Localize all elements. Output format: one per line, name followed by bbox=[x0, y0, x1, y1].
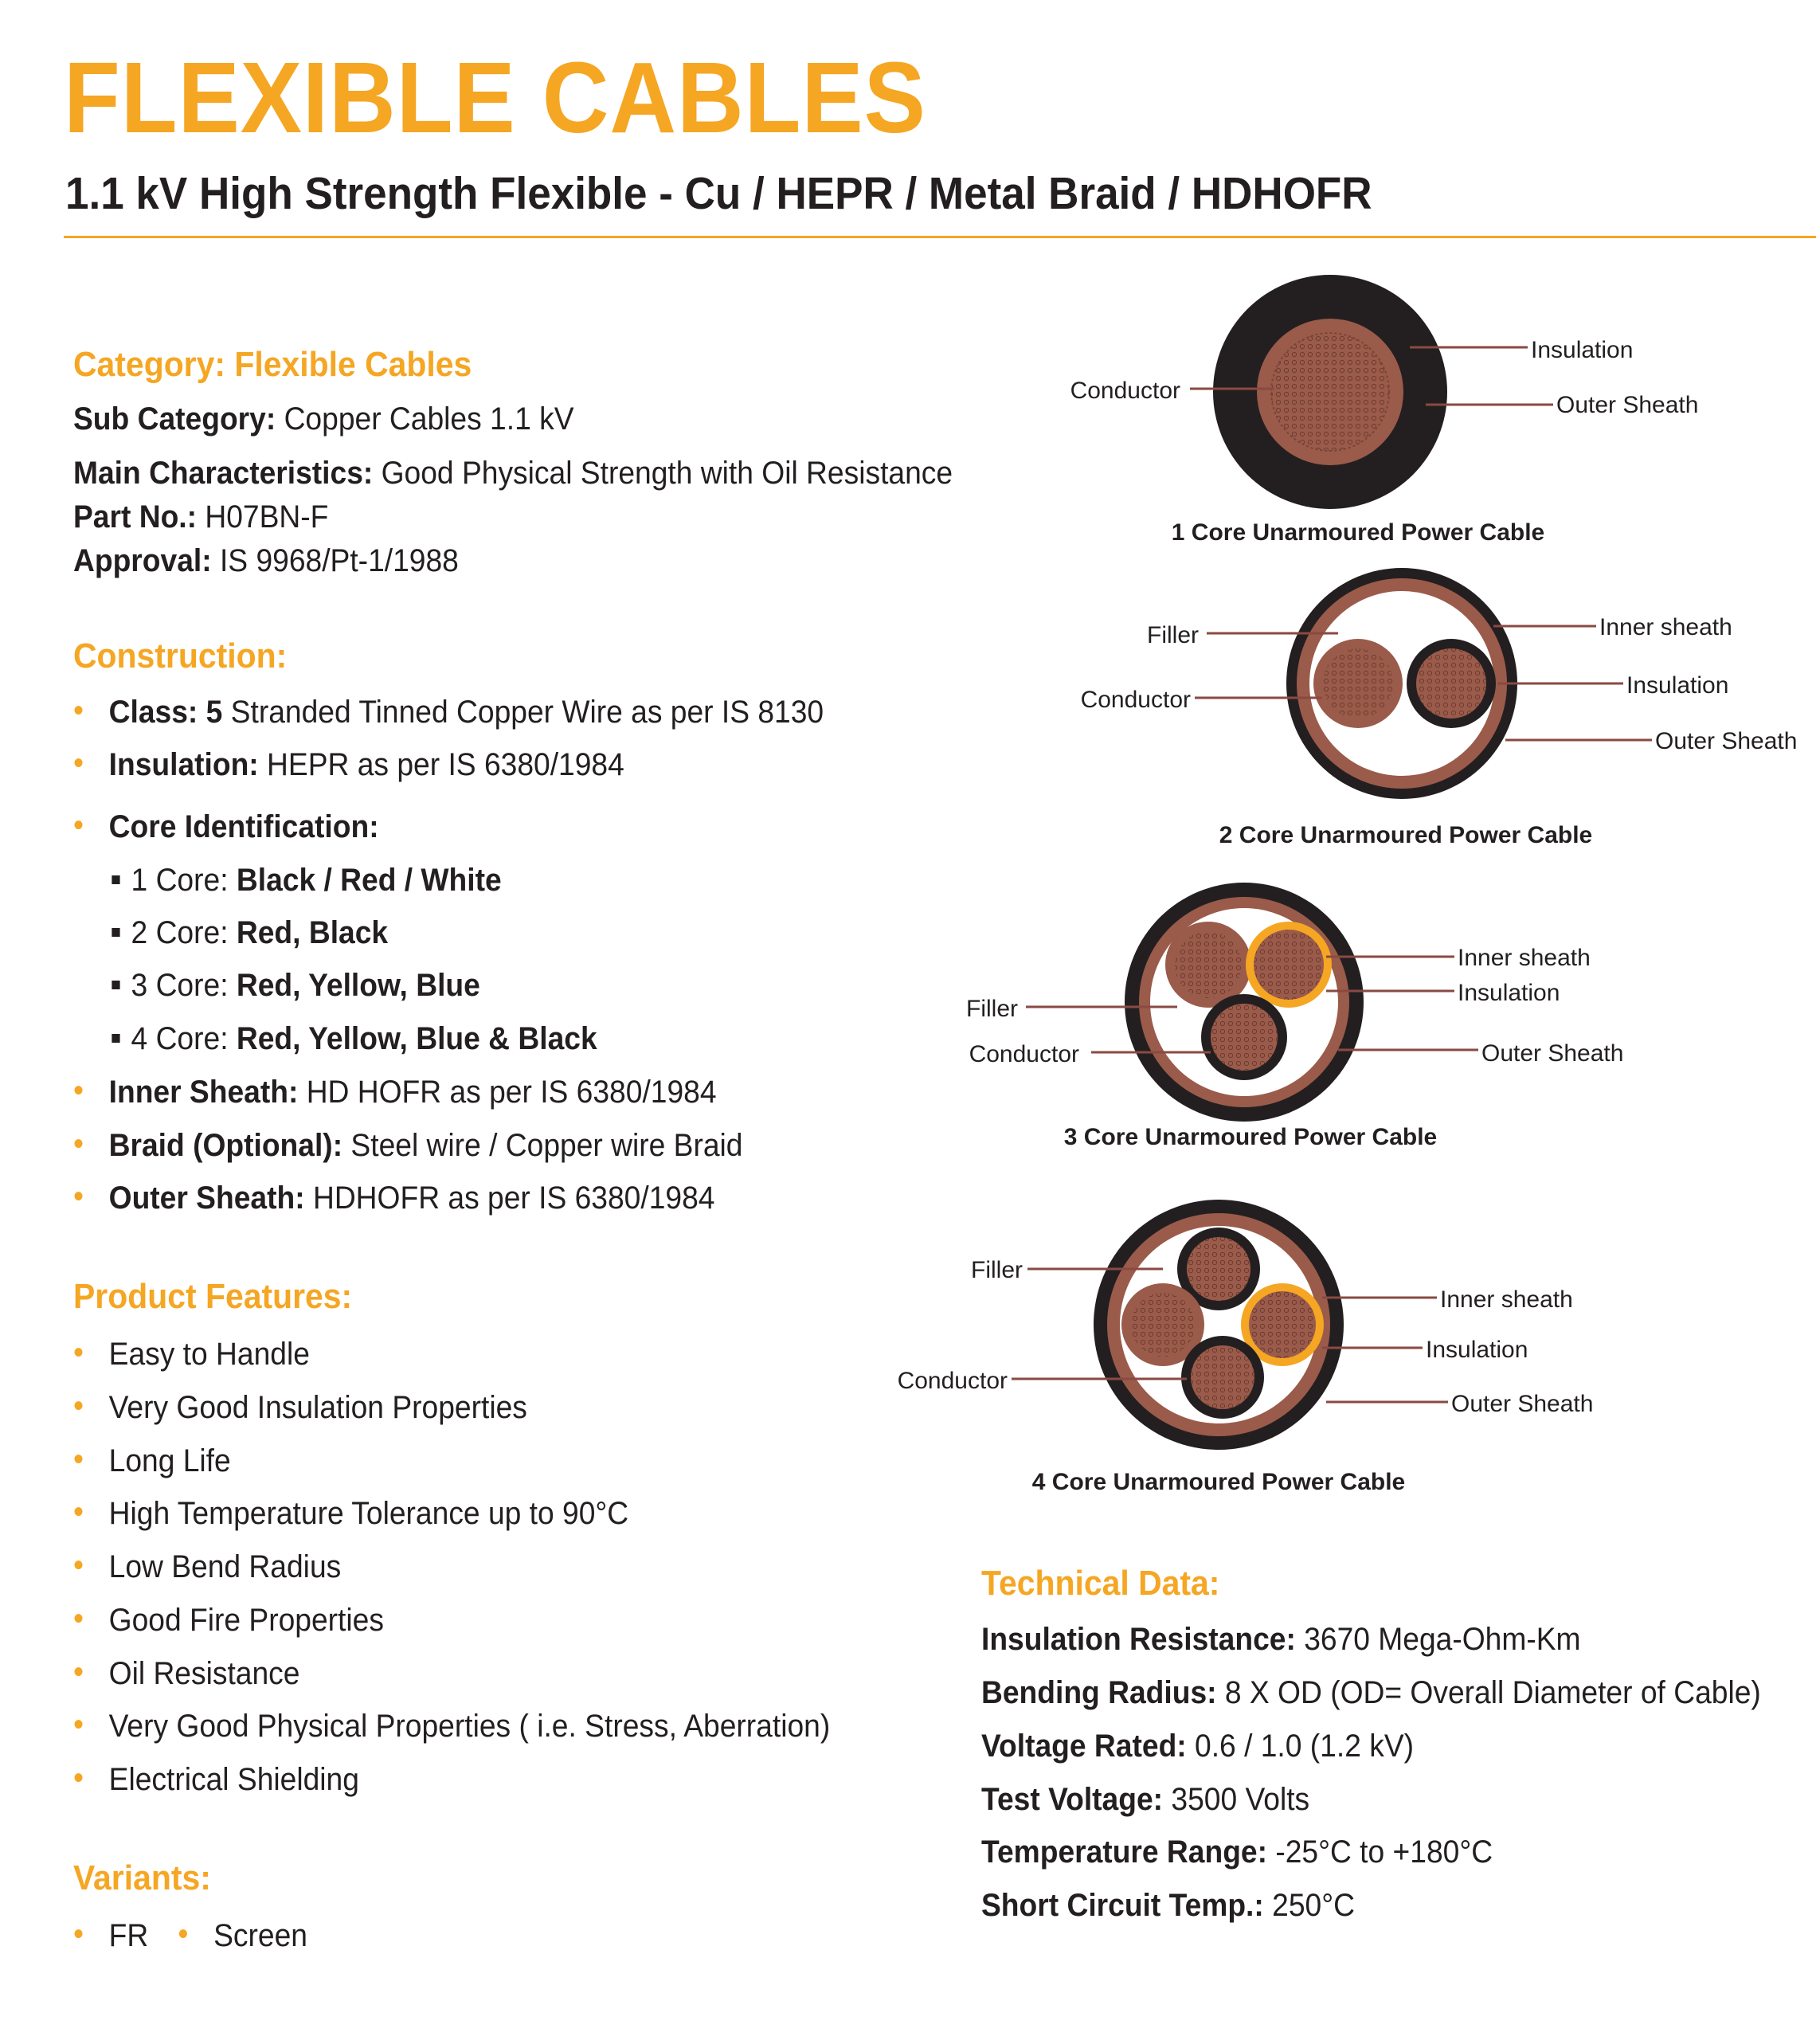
feature-item: • Oil Resistance bbox=[73, 1658, 926, 1690]
technical-label: Short Circuit Temp.: bbox=[981, 1888, 1264, 1923]
core-identification-label: Core Identification: bbox=[108, 809, 379, 844]
sub-category-label: Sub Category: bbox=[73, 401, 276, 437]
outer-sheath-label: Outer Sheath: bbox=[108, 1181, 305, 1216]
part-no-value: H07BN-F bbox=[205, 499, 329, 534]
conductor-core bbox=[1131, 1293, 1195, 1357]
feature-item: • Electrical Shielding bbox=[73, 1764, 926, 1795]
class-value: 5 bbox=[205, 695, 223, 730]
variant-item: • Screen bbox=[178, 1920, 307, 1952]
conductor-core bbox=[1187, 1237, 1250, 1301]
conductor-core bbox=[1191, 1345, 1254, 1409]
diagram-3-core bbox=[966, 883, 1623, 1150]
conductor-core bbox=[1271, 333, 1389, 451]
technical-label: Insulation Resistance: bbox=[981, 1622, 1296, 1657]
diagram-4-core bbox=[898, 1200, 1594, 1495]
diagram-2-core bbox=[1081, 568, 1798, 848]
diagram-caption: 4 Core Unarmoured Power Cable bbox=[1031, 1469, 1406, 1495]
core-prefix: 4 Core: bbox=[131, 1021, 229, 1056]
inner-sheath-label: Inner sheath bbox=[1458, 945, 1591, 971]
inner-sheath-label: Inner Sheath: bbox=[108, 1075, 299, 1110]
inner-sheath-label: Inner sheath bbox=[1599, 614, 1732, 640]
product-features-heading: Product Features: bbox=[73, 1277, 353, 1316]
category-heading: Category: Flexible Cables bbox=[73, 345, 472, 384]
diagram-1-core bbox=[1070, 275, 1699, 546]
filler-label: Filler bbox=[966, 996, 1018, 1022]
conductor-core bbox=[1211, 1004, 1278, 1071]
technical-value: 250°C bbox=[1272, 1888, 1355, 1923]
feature-item: • Easy to Handle bbox=[73, 1338, 926, 1370]
page-title: FLEXIBLE CABLES bbox=[64, 41, 926, 154]
conductor-label: Conductor bbox=[1070, 378, 1180, 404]
technical-data-heading: Technical Data: bbox=[981, 1564, 1220, 1603]
core-prefix: 3 Core: bbox=[131, 968, 229, 1003]
diagram-caption: 1 Core Unarmoured Power Cable bbox=[1171, 519, 1545, 546]
approval-label: Approval: bbox=[73, 543, 212, 578]
feature-item: • Long Life bbox=[73, 1445, 926, 1477]
filler-label: Filler bbox=[1147, 622, 1199, 648]
conductor-core bbox=[1175, 931, 1242, 998]
core-colors: Red, Black bbox=[236, 915, 389, 950]
outer-sheath-value: HDHOFR as per IS 6380/1984 bbox=[312, 1181, 715, 1216]
sub-category-value: Copper Cables 1.1 kV bbox=[284, 401, 574, 437]
outer-sheath-label: Outer Sheath bbox=[1655, 728, 1798, 754]
technical-label: Test Voltage: bbox=[981, 1782, 1164, 1817]
conductor-label: Conductor bbox=[1080, 687, 1191, 713]
filler-label: Filler bbox=[971, 1257, 1023, 1283]
feature-item: • High Temperature Tolerance up to 90°C bbox=[73, 1498, 926, 1529]
core-colors: Red, Yellow, Blue bbox=[236, 968, 480, 1003]
conductor-label: Conductor bbox=[897, 1368, 1008, 1394]
class-description: Stranded Tinned Copper Wire as per IS 8130 bbox=[230, 695, 824, 730]
technical-value: 3670 Mega-Ohm-Km bbox=[1304, 1622, 1581, 1657]
insulation-label: Insulation: bbox=[108, 747, 259, 782]
insulation-label: Insulation bbox=[1426, 1337, 1528, 1363]
braid-value: Steel wire / Copper wire Braid bbox=[350, 1128, 743, 1163]
technical-label: Voltage Rated: bbox=[981, 1729, 1187, 1764]
approval-value: IS 9968/Pt-1/1988 bbox=[219, 543, 459, 578]
main-characteristics-value: Good Physical Strength with Oil Resistance bbox=[381, 456, 953, 491]
technical-value: -25°C to +180°C bbox=[1275, 1835, 1493, 1870]
core-prefix: 1 Core: bbox=[131, 863, 229, 898]
inner-sheath-value: HD HOFR as per IS 6380/1984 bbox=[306, 1075, 717, 1110]
insulation-value: HEPR as per IS 6380/1984 bbox=[267, 747, 624, 782]
core-prefix: 2 Core: bbox=[131, 915, 229, 950]
page-subtitle: 1.1 kV High Strength Flexible - Cu / HEPR / Metal Braid / HDHOFR bbox=[65, 168, 1372, 219]
outer-sheath-label: Outer Sheath bbox=[1556, 392, 1699, 418]
diagram-caption: 3 Core Unarmoured Power Cable bbox=[1063, 1124, 1438, 1150]
conductor-core bbox=[1416, 648, 1486, 719]
diagram-caption: 2 Core Unarmoured Power Cable bbox=[1219, 822, 1593, 848]
conductor-core bbox=[1323, 648, 1393, 719]
main-characteristics-label: Main Characteristics: bbox=[73, 456, 374, 491]
core-colors: Red, Yellow, Blue & Black bbox=[236, 1021, 597, 1056]
conductor-label: Conductor bbox=[969, 1041, 1079, 1067]
technical-label: Temperature Range: bbox=[981, 1835, 1267, 1870]
variant-item: • FR bbox=[73, 1920, 148, 1952]
outer-sheath-label: Outer Sheath bbox=[1481, 1040, 1624, 1067]
technical-label: Bending Radius: bbox=[981, 1675, 1217, 1710]
braid-label: Braid (Optional): bbox=[108, 1128, 343, 1163]
insulation-label: Insulation bbox=[1531, 337, 1634, 363]
technical-value: 3500 Volts bbox=[1171, 1782, 1310, 1817]
inner-sheath-label: Inner sheath bbox=[1440, 1286, 1573, 1313]
feature-item: • Good Fire Properties bbox=[73, 1604, 926, 1636]
technical-value: 0.6 / 1.0 (1.2 kV) bbox=[1195, 1729, 1415, 1764]
conductor-core bbox=[1254, 930, 1324, 1000]
variants-heading: Variants: bbox=[73, 1858, 211, 1897]
part-no-label: Part No.: bbox=[73, 499, 198, 534]
feature-item: • Very Good Physical Properties ( i.e. Stress, Aberration) bbox=[73, 1710, 926, 1742]
insulation-label: Insulation bbox=[1626, 672, 1729, 699]
construction-heading: Construction: bbox=[73, 636, 288, 675]
core-colors: Black / Red / White bbox=[236, 863, 502, 898]
feature-item: • Very Good Insulation Properties bbox=[73, 1392, 926, 1423]
outer-sheath-label: Outer Sheath bbox=[1451, 1391, 1594, 1417]
technical-value: 8 X OD (OD= Overall Diameter of Cable) bbox=[1224, 1675, 1761, 1710]
class-label: Class: bbox=[108, 695, 198, 730]
feature-item: • Low Bend Radius bbox=[73, 1551, 926, 1583]
conductor-core bbox=[1249, 1291, 1316, 1358]
insulation-label: Insulation bbox=[1458, 980, 1560, 1006]
